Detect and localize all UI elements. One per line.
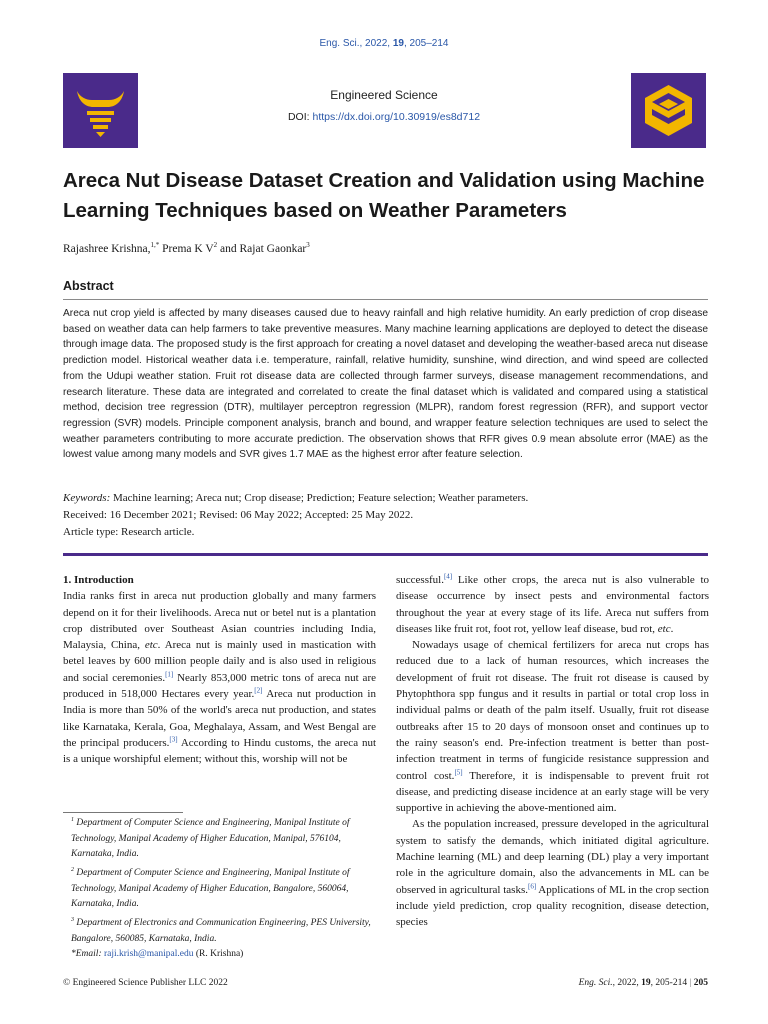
footnote-1: $^1$ Department of Computer Science and Engineering, Manipal Institute of Technology, Manipal Academy of Higher Education, Manipal, 576104, Karnataka, India.: [71, 817, 350, 860]
page-number: 205: [691, 978, 708, 988]
intro-paragraph-1-cont: successful.[4] Like other crops, the areca nut is also vulnerable to disease occurrence by insect pests and environmental factors throughout the year at every stage of its life. Areca nut suffers from diseases like fruit rot, foot rot, yellow leaf disease, bud rot, etc.: [396, 572, 709, 635]
citation-3[interactable]: [3]: [169, 735, 178, 744]
doi-line: DOI: https://dx.doi.org/10.30919/es8d712: [287, 111, 481, 123]
keywords-line: Keywords: Machine learning; Areca nut; Crop disease; Prediction; Feature selection; Weather parameters.: [63, 492, 529, 504]
left-column: [63, 572, 376, 768]
intro-heading: 1. Introduction: [63, 574, 134, 586]
cube-logo-icon: [631, 73, 706, 148]
right-column: [396, 572, 709, 931]
abstract-divider: [63, 299, 708, 300]
section-divider: [63, 553, 708, 556]
publisher-name: Engineered Science: [330, 88, 438, 102]
corresponding-email: *Email: raji.krish@manipal.edu (R. Krishna): [71, 949, 244, 960]
article-type-line: Article type: Research article.: [63, 526, 195, 538]
article-title: Areca Nut Disease Dataset Creation and Validation using Machine Learning Techniques based on Weather Parameters: [63, 169, 705, 222]
abstract-text: Areca nut crop yield is affected by many diseases caused due to heavy rainfall and high relative humidity. An early prediction of crop disease based on weather data can help farmers to take preventive measures. Many machine learning applications are deployed to detect the disease through image data. The proposed study is the first approach for creating a novel dataset and developing the weather-based areca nut disease prediction model. Historical weather data i.e. temperature, rainfall, relative humidity, sunshine, wind direction, and wind speed are collected from the Udupi weather station. Fruit rot disease data are collected through farmer surveys, disease management recommendations, and research literature. These data are integrated and correlated to create the final dataset which is validated and compared using a statistical method, decision tree regression (DTR), multilayer perceptron regression (MLPR), random forest regression (RFR), and support vector regression (SVR) models. Principle component analysis, branch and bound, and wrapper feature selection techniques are used to select the weather parameters contributing to more accurate prediction. The observation shows that RFR gives 0.9 mean absolute error (MAE) as the lowest value among many models and SVR gives 1.7 MAE as the highest error after feature selection.: [63, 308, 708, 461]
intro-paragraph-2: Nowadays usage of chemical fertilizers for areca nut crops has reduced due to a lack of human resources, which increases the development of fruit rot disease. The fruit rot disease is caused by Phytophthora spp fungus and it results in partial or total crop loss in individual palms or death of the palm itself. Usually, fruit rot disease outbreaks after 15 to 20 days of monsoon onset and continues up to the rainy season's end. Pre-infection treatment is better than post-infection treatment in terms of fungicide resistance suppression and control cost.[5] Therefore, it is indispensable to prevent fruit rot disease, and predicting disease incidence at an early stage will be very supportive in achieving the above-mentioned aim.: [396, 639, 709, 815]
doi-link[interactable]: https://dx.doi.org/10.30919/es8d712: [312, 111, 481, 123]
author-list: Rajashree Krishna,$^{1,*}$ Prema K $V^2$ and Rajat Gaonkar$^3$: [63, 241, 310, 255]
footer-citation: Eng. Sci., 2022, 19, 205-214 | 205: [578, 978, 708, 988]
citation-4[interactable]: [4]: [443, 572, 453, 581]
citation-2[interactable]: [2]: [254, 686, 263, 695]
footer-copyright: © Engineered Science Publisher LLC 2022: [63, 978, 228, 988]
citation-5[interactable]: [5]: [454, 767, 463, 776]
footnote-2: $^2$ Department of Computer Science and Engineering, Manipal Institute of Technology, Manipal Academy of Higher Education, Bangalore, 560064, Karnataka, India.: [71, 866, 350, 910]
intro-paragraph-1: India ranks first in areca nut production globally and many farmers depend on it for their livelihoods. Areca nut or betel nut is a plantation crop distributed over Southeast Asian countries including India, Malaysia, China, etc. Areca nut is mainly used in mastication with betel leaves by 600 million people daily and is also used in religious and social ceremonies.[1] Nearly 853,000 metric tons of areca nut are produced in 518,000 Hectares every year.[2] Areca nut production in India is more than 50% of the world's areca nut production, and states like Karnataka, Kerala, Goa, Meghalaya, Assam, and West Bengal are the principal producers.[3] According to Hindu customs, the areca nut is a unique worshipful element; without this, worship will not be: [63, 590, 376, 766]
affiliation-footnotes: [63, 813, 376, 963]
journal-reference: Eng. Sci., 2022, 19, 205–214: [319, 38, 449, 49]
publisher-logo-right: [631, 73, 706, 148]
abstract-heading: Abstract: [63, 279, 114, 293]
email-link[interactable]: raji.krish@manipal.edu: [103, 949, 194, 960]
intro-paragraph-3: As the population increased, pressure developed in the agricultural system to satisfy the demands, which initiated digital agriculture. Machine learning (ML) and deep learning (DL) play a very important role in the agriculture domain, also the advancements in ML can be observed in agricultural tasks.[6] Applications of ML in the crop section include yield prediction, crop quality recognition, disease detection, species: [396, 818, 709, 929]
dates-line: Received: 16 December 2021; Revised: 06 May 2022; Accepted: 25 May 2022.: [63, 509, 414, 521]
citation-6[interactable]: [6]: [527, 881, 537, 890]
footnote-3: $^3$ Department of Electronics and Communication Engineering, PES University, Bangalore, 560085, Karnataka, India.: [71, 916, 371, 944]
citation-1[interactable]: [1]: [165, 670, 174, 679]
